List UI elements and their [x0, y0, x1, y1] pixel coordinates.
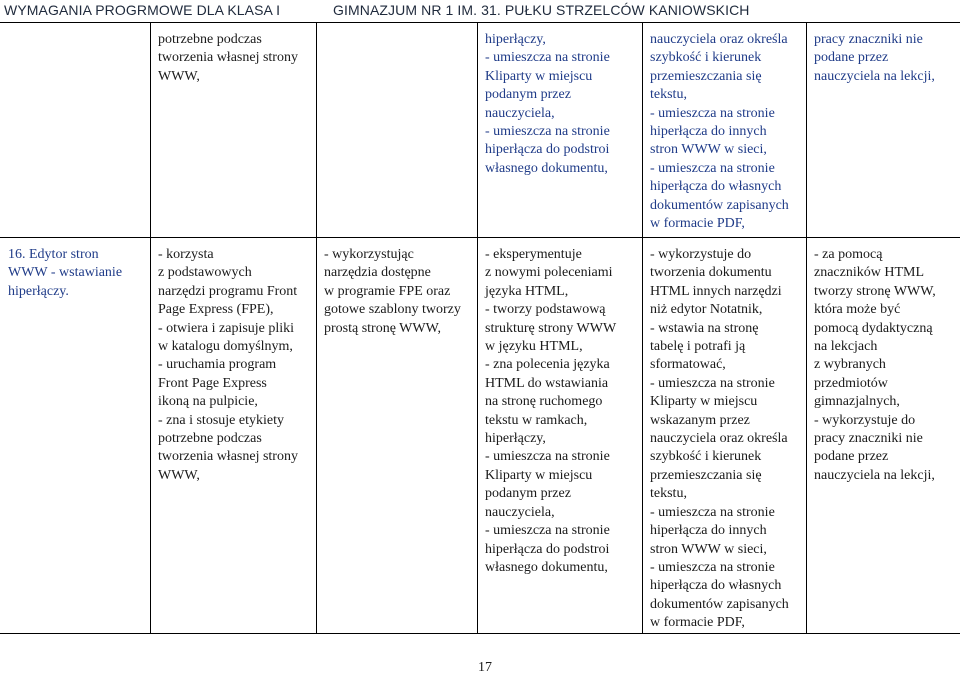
topic-cell: 16. Edytor stron WWW - wstawianie hiperłączy. — [8, 247, 123, 299]
column-divider — [806, 22, 807, 634]
cont-cell-good: hiperłączy, - umieszcza na stronie Kliparty w miejscu podanym przez nauczyciela, - umieszcza na stronie hiperłącza do podstroi własnego dokumentu, — [485, 32, 610, 176]
cont-cell-excellent: pracy znaczniki nie podane przez nauczyciela na lekcji, — [814, 32, 935, 84]
column-divider — [316, 22, 317, 634]
requirements-cell-sufficient: - wykorzystując narzędzia dostępne w programie FPE oraz gotowe szablony tworzy prostą stronę WWW, — [324, 247, 461, 336]
requirements-cell-good: - eksperymentuje z nowymi poleceniami języka HTML, - tworzy podstawową strukturę strony WWW w języku HTML, - zna polecenia języka HTML do wstawiania na stronę ruchomego tekstu w ramkach, hiperłączy, - umieszcza na stronie Kliparty w miejscu podanym przez nauczyciela, - umieszcza na stronie hiperłącza do podstroi własnego dokumentu, — [485, 247, 617, 575]
page-number: 17 — [478, 660, 492, 675]
table-top-border — [0, 22, 960, 23]
column-divider — [150, 22, 151, 634]
header-school: GIMNAZJUM NR 1 IM. 31. PUŁKU STRZELCÓW KANIOWSKICH — [333, 2, 750, 18]
column-divider — [642, 22, 643, 634]
row-divider — [0, 237, 960, 238]
header-title: WYMAGANIA PROGRMOWE DLA KLASA I — [4, 2, 281, 18]
requirements-cell-acceptable: - korzysta z podstawowych narzędzi programu Front Page Express (FPE), - otwiera i zapisuje pliki w katalogu domyślnym, - uruchamia program Front Page Express ikoną na pulpicie, - zna i stosuje etykiety potrzebne podczas tworzenia własnej strony WWW, — [158, 247, 298, 483]
cont-cell-basic: potrzebne podczas tworzenia własnej strony WWW, — [158, 32, 298, 84]
cont-cell-very-good: nauczyciela oraz określa szybkość i kierunek przemieszczania się tekstu, - umieszcza na stronie hiperłącza do innych stron WWW w sieci, - umieszcza na stronie hiperłącza do własnych dokumentów zapisanych w formacie PDF, — [650, 32, 789, 232]
column-divider — [477, 22, 478, 634]
table-bottom-border — [0, 633, 960, 634]
page-header — [0, 0, 960, 22]
requirements-cell-very-good: - wykorzystuje do tworzenia dokumentu HTML innych narzędzi niż edytor Notatnik, - wstawia na stronę tabelę i potrafi ją sformatować, - umieszcza na stronie Kliparty w miejscu wskazanym przez nauczyciela oraz określa szybkość i kierunek przemieszczania się tekstu, - umieszcza na stronie hiperłącza do innych stron WWW w sieci, - umieszcza na stronie hiperłącza do własnych dokumentów zapisanych w formacie PDF, — [650, 247, 789, 631]
requirements-cell-excellent: - za pomocą znaczników HTML tworzy stronę WWW, która może być pomocą dydaktyczną na lekcjach z wybranych przedmiotów gimnazjalnych, - wykorzystuje do pracy znaczniki nie podane przez nauczyciela na lekcji, — [814, 247, 936, 483]
